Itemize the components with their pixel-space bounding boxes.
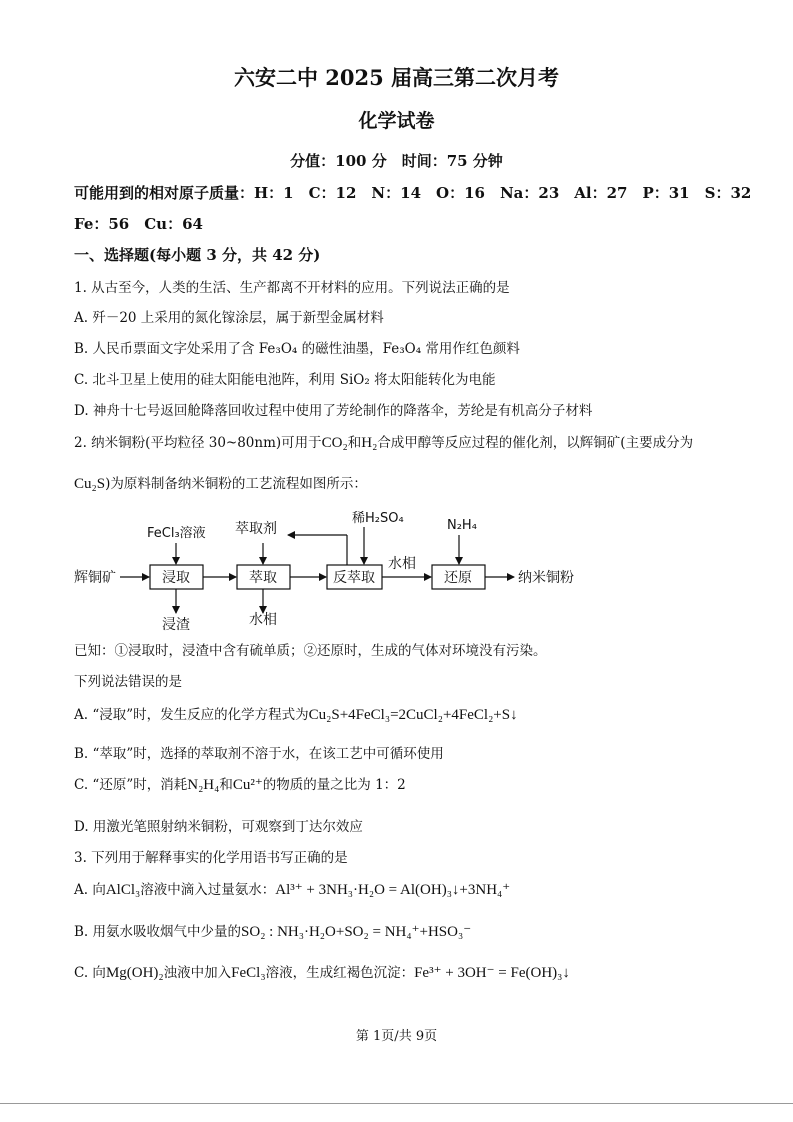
exam-subtitle: 化学试卷	[358, 110, 435, 132]
q1-option-c: C. 北斗卫星上使用的硅太阳能电池阵，利用 SiO₂ 将太阳能转化为电能	[74, 372, 496, 388]
flow-h2so4: 稀H₂SO₄	[352, 511, 404, 526]
q3-a-equation: Al³⁺ + 3NH₃·H₂O = Al(OH)₃↓+3NH₄⁺	[275, 882, 511, 898]
q1-option-b: B. 人民币票面文字处采用了含 Fe₃O₄ 的磁性油墨，Fe₃O₄ 常用作红色颜料	[74, 341, 520, 357]
flow-water2: 水相	[388, 556, 416, 572]
flow-reduce: 还原	[444, 570, 472, 586]
q2-c-post: 的物质的量之比为 1：2	[262, 777, 406, 793]
q2-stem-pre: 2. 纳米铜粉(平均粒径 30~80nm)可用于	[74, 435, 322, 451]
formula-cu2plus: Cu²⁺	[232, 777, 263, 793]
q3-a-mid: 溶液中滴入过量氨水：	[140, 882, 276, 898]
q3-c-pre: C. 向	[74, 965, 106, 981]
formula-h2: H₂	[361, 435, 378, 451]
q3-c-equation: Fe³⁺ + 3OH⁻ = Fe(OH)₃↓	[414, 965, 570, 981]
formula-alcl3: AlCl₃	[105, 882, 141, 898]
flow-residue: 浸渣	[162, 617, 190, 633]
q2-ask: 下列说法错误的是	[74, 674, 182, 690]
bottom-divider	[0, 1103, 793, 1104]
flow-n2h4: N₂H₄	[447, 518, 477, 533]
q2-stem2: )为原料制备纳米铜粉的工艺流程如图所示：	[105, 476, 367, 492]
atomic-mass-line1: 可能用到的相对原子质量：H：1 C：12 N：14 O：16 Na：23 Al：27 P：31 S：32	[74, 184, 752, 202]
flow-extractant: 萃取剂	[235, 521, 277, 537]
exam-title: 六安二中 2025 届高三第二次月考	[233, 65, 560, 90]
q2-stem-line2	[74, 472, 367, 493]
q2-stem-post: 合成甲醇等反应过程的催化剂，以辉铜矿(主要成分为	[377, 435, 694, 451]
flow-fecl3: FeCl₃溶液	[147, 526, 206, 541]
q2-option-d: D. 用激光笔照射纳米铜粉，可观察到丁达尔效应	[74, 819, 363, 835]
page-number: 第 1页/共 9页	[355, 1029, 438, 1044]
q3-option-b	[74, 920, 471, 941]
q3-b-pre: B. 用氨水吸收烟气中少量的	[74, 924, 242, 940]
q1-option-d: D. 神舟十七号返回舱降落回收过程中使用了芳纶制作的降落伞，芳纶是有机高分子材料	[74, 403, 593, 419]
q3-c-mid2: 溶液，生成红褐色沉淀：	[265, 965, 415, 981]
score-time: 分值：100 分 时间：75 分钟	[290, 152, 503, 170]
q2-option-b: B. “萃取”时，选择的萃取剂不溶于水，在该工艺中可循环使用	[74, 746, 444, 762]
q2-stem-line1	[74, 431, 693, 452]
formula-n2h4: N₂H₄	[187, 777, 220, 793]
flow-back-extract: 反萃取	[333, 570, 375, 586]
formula-mgoh2: Mg(OH)₂	[105, 965, 164, 981]
q3-option-a	[74, 878, 510, 899]
flow-extract: 萃取	[249, 570, 277, 586]
q2-c-text: C. “还原”时，消耗	[74, 777, 188, 793]
q2-a-text: A. “浸取”时，发生反应的化学方程式为	[74, 707, 309, 723]
q3-c-mid1: 浊液中加入	[163, 965, 232, 981]
formula-fecl3: FeCl₃	[231, 965, 266, 981]
q2-option-a	[74, 703, 518, 724]
flow-water1: 水相	[249, 612, 277, 628]
process-flowchart	[70, 505, 630, 635]
q2-option-c	[74, 773, 406, 794]
atomic-mass-line2: Fe：56 Cu：64	[74, 215, 203, 233]
flow-product: 纳米铜粉	[518, 570, 574, 586]
q1-stem: 1. 从古至今，人类的生活、生产都离不开材料的应用。下列说法正确的是	[74, 280, 510, 296]
q3-a-pre: A. 向	[74, 882, 106, 898]
section-heading: 一、选择题(每小题 3 分，共 42 分)	[74, 246, 321, 264]
formula-cu2s: Cu₂S	[74, 476, 106, 492]
q1-option-a: A. 歼－20 上采用的氮化镓涂层，属于新型金属材料	[74, 310, 384, 326]
q2-known: 已知：①浸取时，浸渣中含有硫单质；②还原时，生成的气体对环境没有污染。	[74, 643, 547, 659]
formula-co2: CO₂	[321, 435, 348, 451]
q3-option-c	[74, 961, 570, 982]
q2-c-and: 和	[219, 777, 233, 793]
q2-a-equation: Cu₂S+4FeCl₃=2CuCl₂+4FeCl₂+S↓	[308, 707, 518, 723]
q2-stem-and: 和	[347, 435, 362, 451]
flow-leach: 浸取	[162, 570, 190, 586]
q3-stem: 3. 下列用于解释事实的化学用语书写正确的是	[74, 850, 348, 866]
q3-b-equation: SO₂ : NH₃·H₂O+SO₂ = NH₄⁺+HSO₃⁻	[241, 924, 472, 940]
flow-raw: 辉铜矿	[74, 570, 116, 586]
